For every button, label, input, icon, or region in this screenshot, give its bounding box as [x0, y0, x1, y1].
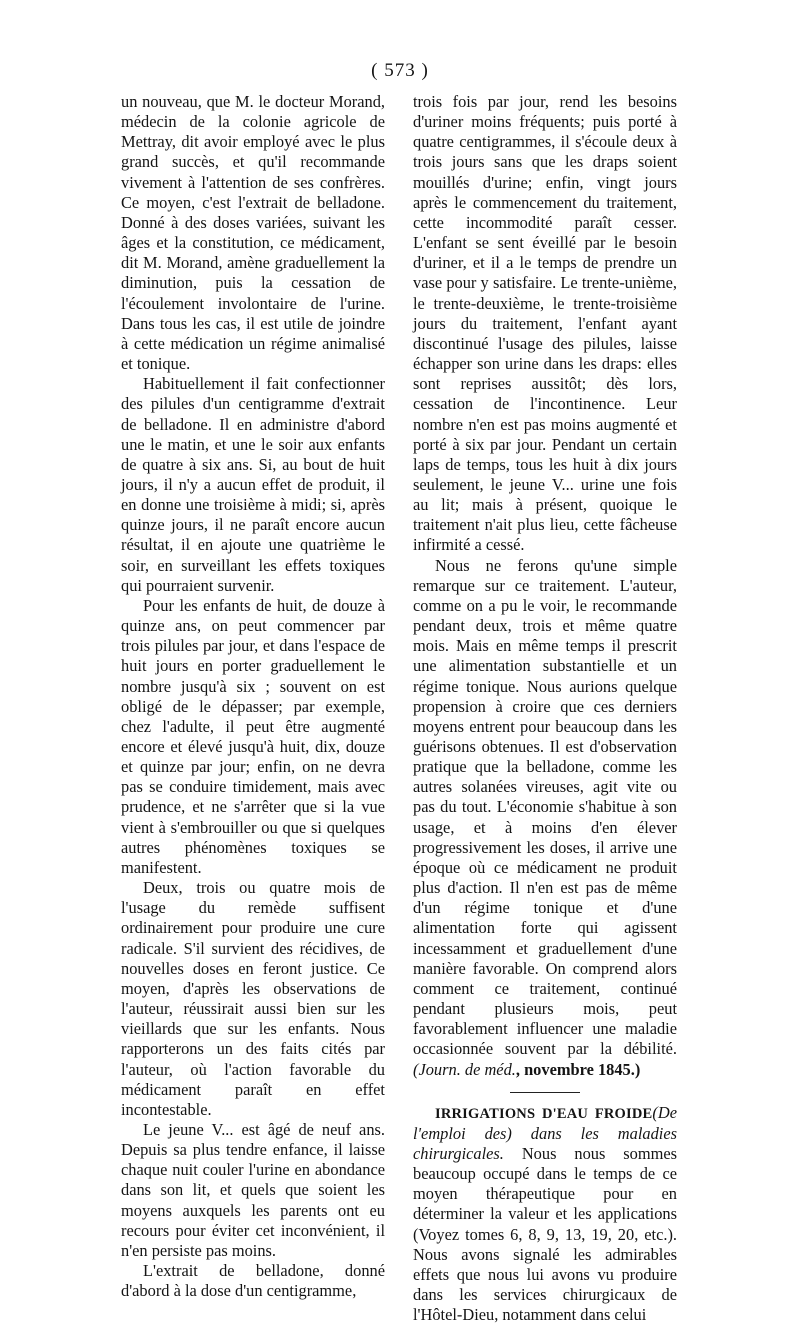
paragraph: Habituellement il fait confectionner des pilules d'un centigramme d'extrait de belladone. Il en administre d'abord une le matin, et une le soir aux enfants de quatre à six ans. Si, au bout de huit jours, il n'y a aucun effet de produit, il en donne une troisième à midi; si, après quinze jours, il ne paraît encore aucun résultat, il en ajoute une quatrième le soir, en surveillant les effets toxiques qui pourraient survenir.: [121, 374, 385, 595]
paragraph: un nouveau, que M. le docteur Morand, médecin de la colonie agricole de Mettray, dit avoir employé avec le plus grand succès, et qu'il recommande vivement à l'attention de ses confrères. Ce moyen, c'est l'extrait de belladone. Donné à des doses variées, suivant les âges et la constitution, ce médicament, dit M. Morand, amène graduellement la diminution, puis la cessation de l'écoulement involontaire de l'urine. Dans tous les cas, il est utile de joindre à cette médication un régime animalisé et tonique.: [121, 92, 385, 374]
paragraph: Pour les enfants de huit, de douze à quinze ans, on peut commencer par trois pilules par jour, et dans l'espace de huit jours en porter graduellement le nombre jusqu'à six ; souvent on est obligé de le dépasser; par exemple, chez l'adulte, il peut être augmenté encore et élevé jusqu'à huit, dix, douze et quinze par jour; enfin, on ne devra pas se conduire timidement, mais avec prudence, et ne s'arrêter que si la vue vient à s'embrouiller ou que si quelques autres phénomènes toxiques se manifestent.: [121, 595, 385, 877]
left-column: [121, 92, 385, 1301]
paragraph: [413, 556, 677, 1080]
paragraph: Le jeune V... est âgé de neuf ans. Depuis sa plus tendre enfance, il laisse chaque nuit couler l'urine en abondance dans son lit, et quels que soient les moyens auxquels les parents ont eu recours pour éviter cet inconvénient, il n'en persiste pas moins.: [121, 1119, 385, 1260]
section-heading: IRRIGATIONS D'EAU FROIDE: [435, 1105, 653, 1122]
section-paragraph: [413, 1103, 677, 1325]
section-subtitle: (De l'emploi des) dans les maladies chirurgicales.: [413, 1102, 677, 1163]
section-divider: [510, 1092, 580, 1093]
paragraph: L'extrait de belladone, donné d'abord à la dose d'un centigramme,: [121, 1261, 385, 1301]
citation-source: (Journ. de méd.: [413, 1059, 516, 1079]
right-column: [413, 92, 677, 1325]
paragraph-text: Nous ne ferons qu'une simple remarque sur ce traitement. L'auteur, comme on a pu le voir, le recommande pendant deux, trois et même quatre mois. Mais en même temps il prescrit une alimentation substantielle et un régime tonique. Nous aurions quelque propension à croire que ces derniers moyens entrent pour beaucoup dans les guérisons obtenues. Il est d'observation pratique que la belladone, comme les autres solanées vireuses, agit vite ou pas du tout. L'économie s'habitue à son usage, et à moins d'en élever progressivement les doses, il arrive une époque où ce médicament ne produit plus d'action. Il n'en est pas de même d'un régime tonique et d'une alimentation forte qui agissent incessamment et graduellement d'une manière favorable. On comprend alors comment ce traitement, continué pendant plusieurs mois, peut favorablement influencer une maladie occasionnée souvent par la débilité.: [413, 555, 677, 1059]
section-body: Nous nous sommes beaucoup occupé dans le temps de ce moyen thérapeutique pour en déterminer la valeur et les applications (Voyez tomes 6, 8, 9, 13, 19, 20, etc.). Nous avons signalé les admirables effets que nous lui avons vu produire dans les services chirurgicaux de l'Hôtel-Dieu, notamment dans celui: [413, 1143, 677, 1325]
paragraph: Deux, trois ou quatre mois de l'usage du remède suffisent ordinairement pour produire une cure radicale. S'il survient des récidives, de nouvelles doses en feront justice. Ce moyen, d'après les observations de l'auteur, réussirait aussi bien sur les vieillards que sur les enfants. Nous rapporterons un des faits cités par l'auteur, où l'action favorable du médicament paraît en effet incontestable.: [121, 878, 385, 1119]
page-number: ( 573 ): [371, 60, 429, 81]
paragraph: trois fois par jour, rend les besoins d'uriner moins fréquents; puis porté à quatre centigrammes, il s'écoule deux à trois jours sans que les draps soient mouillés d'urine; enfin, vingt jours après le commencement du traitement, cette incommodité paraît cesser. L'enfant se sent éveillé par le besoin d'uriner, et il a le temps de prendre un vase pour y satisfaire. Le trente-unième, le trente-deuxième, le trente-troisième jours du traitement, l'enfant ayant discontinué l'usage des pilules, laisse échapper son urine dans les draps: elles sont reprises aussitôt; dès lors, cessation de l'incontinence. Leur nombre n'en est pas moins augmenté et porté à six par jour. Pendant un certain laps de temps, tous les huit à dix jours seulement, le jeune V... urine une fois au lit; mais à présent, quoique le traitement n'ait plus lieu, cette fâcheuse infirmité a cessé.: [413, 92, 677, 555]
citation-date: , novembre 1845.): [515, 1059, 641, 1079]
